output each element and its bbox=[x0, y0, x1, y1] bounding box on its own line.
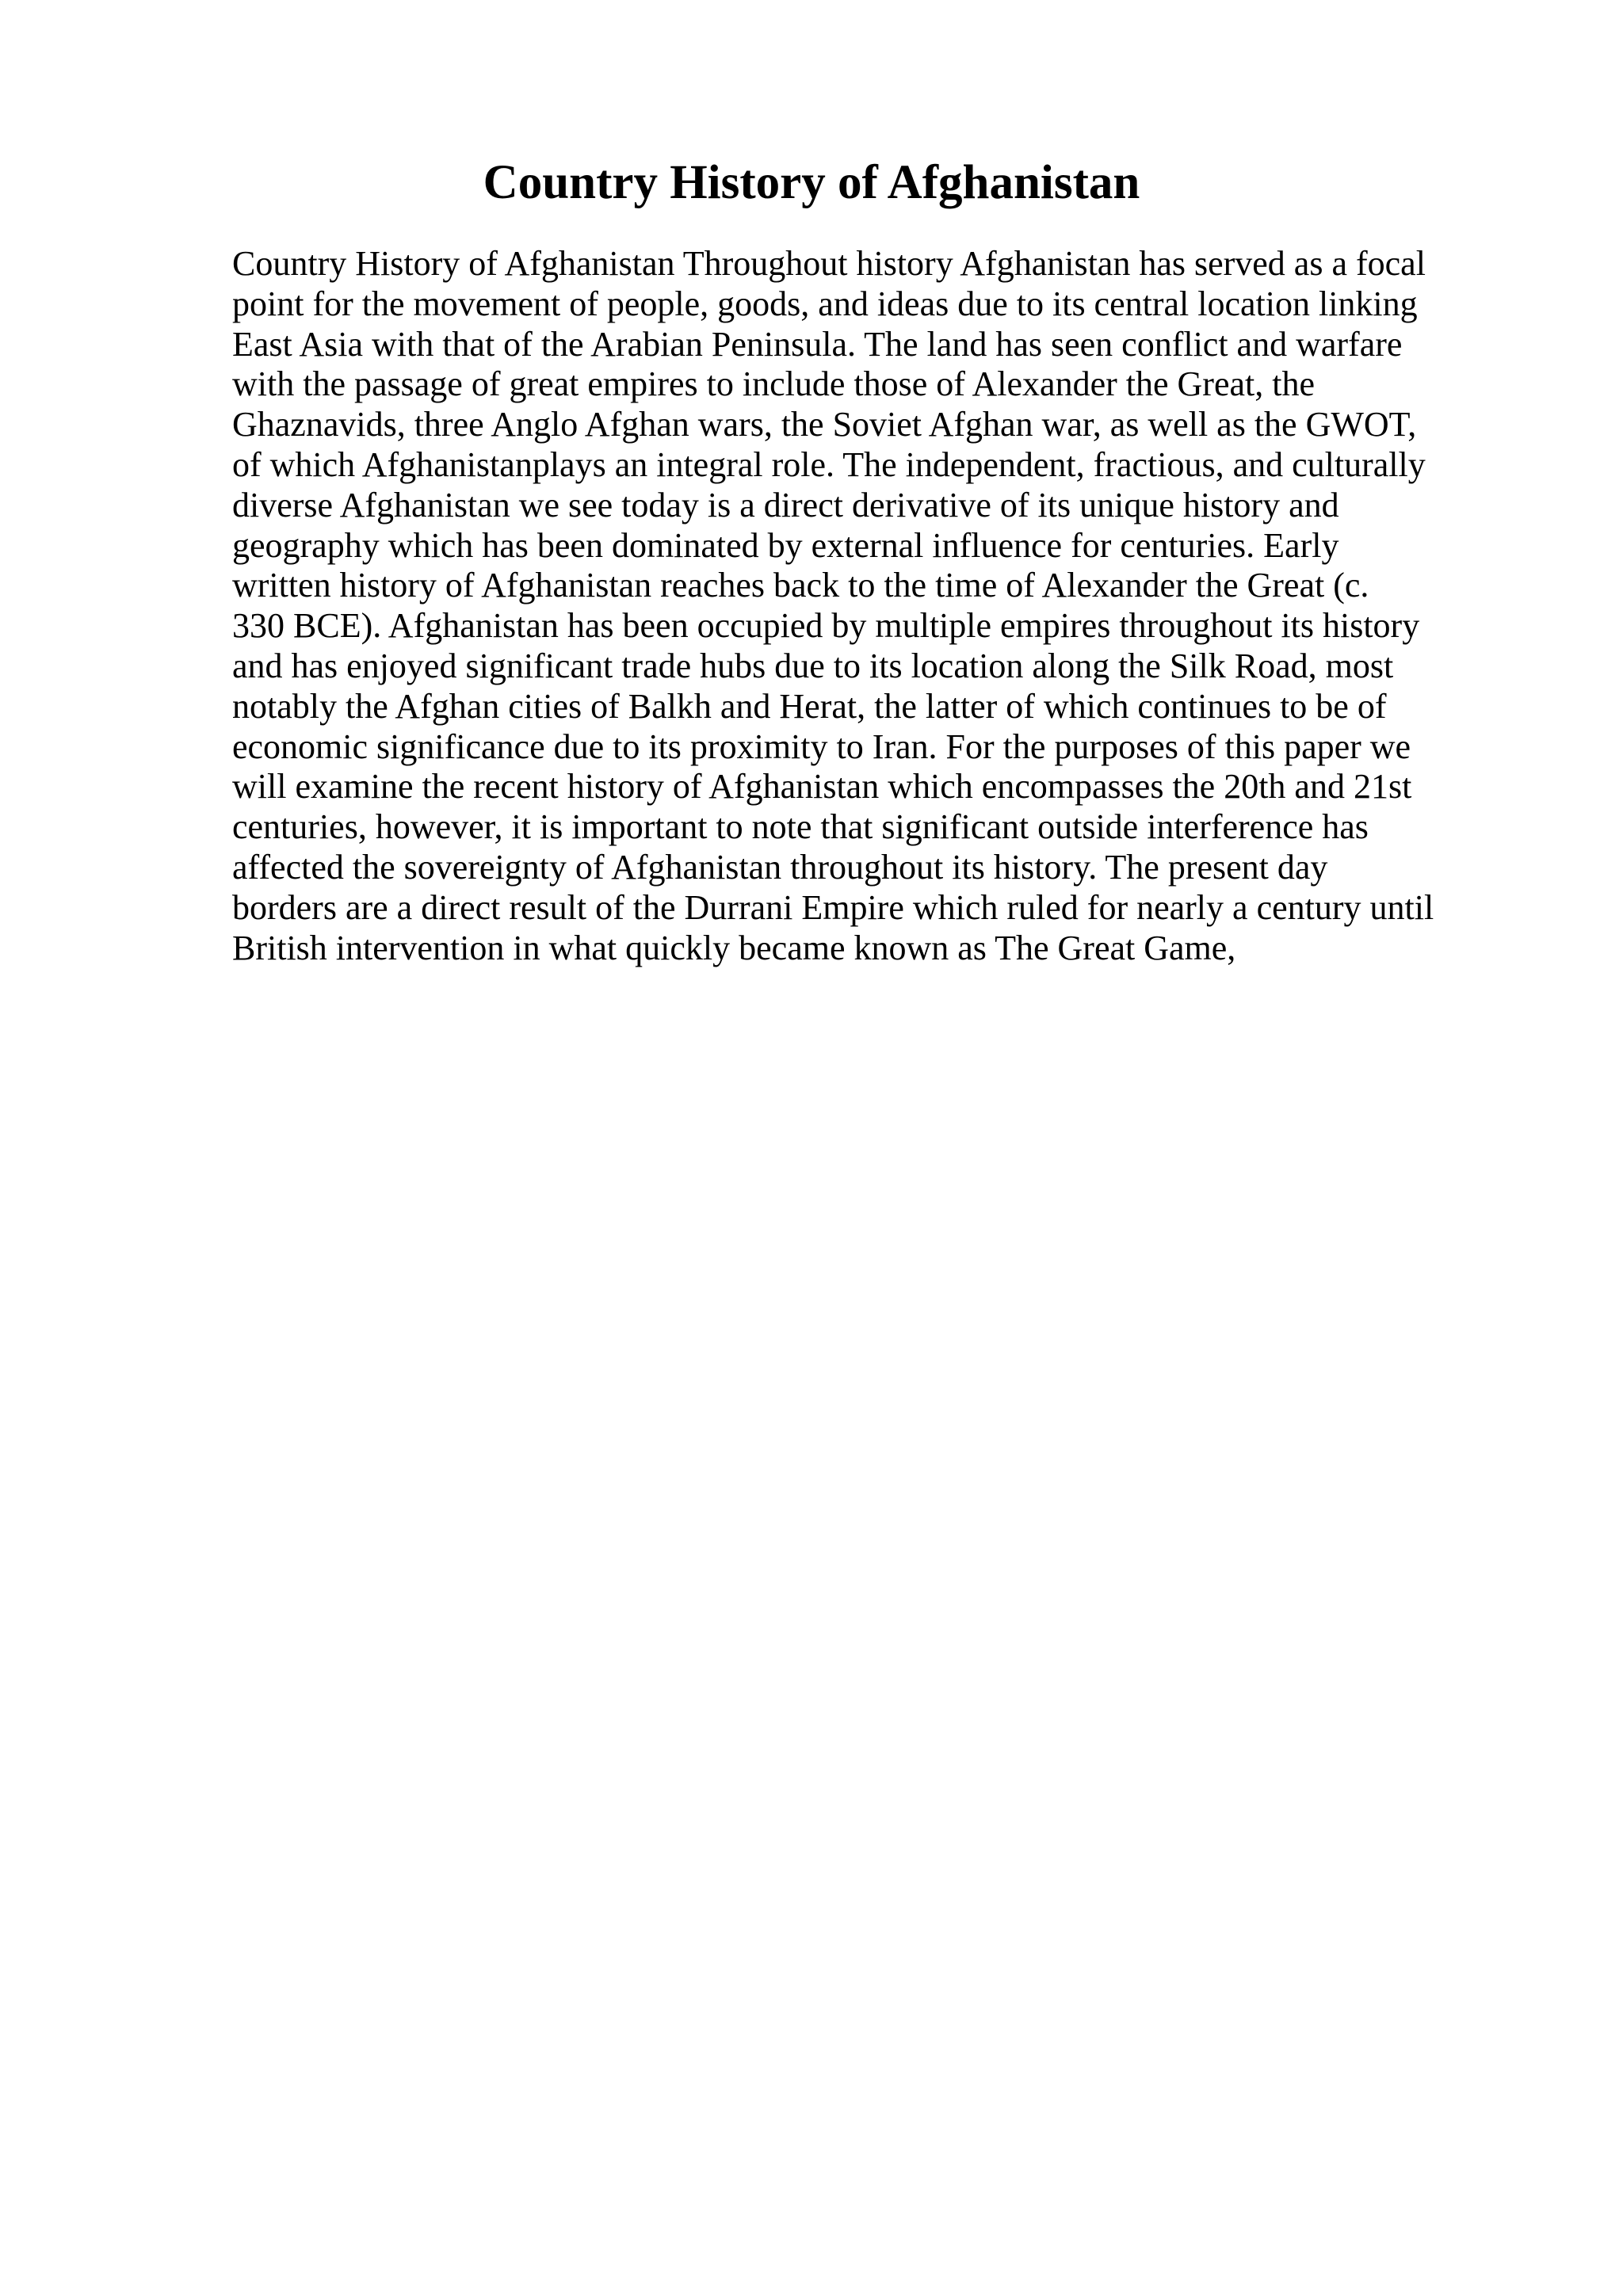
paragraph-line: will examine the recent history of Afghanistan which encompasses the 20th and 21st bbox=[232, 767, 1412, 807]
paragraph-line: 330 BCE). Afghanistan has been occupied by multiple empires throughout its history bbox=[232, 606, 1420, 646]
paragraph-line: East Asia with that of the Arabian Peninsula. The land has seen conflict and warfare bbox=[232, 324, 1403, 364]
paragraph-line: with the passage of great empires to include those of Alexander the Great, the bbox=[232, 364, 1315, 404]
paragraph-line: and has enjoyed significant trade hubs due to its location along the Silk Road, most bbox=[232, 646, 1394, 685]
paragraph-line: geography which has been dominated by external influence for centuries. Early bbox=[232, 525, 1339, 565]
paragraph-line: affected the sovereignty of Afghanistan throughout its history. The present day bbox=[232, 847, 1328, 887]
body-paragraph bbox=[232, 244, 1508, 968]
paragraph-line: written history of Afghanistan reaches back to the time of Alexander the Great (c. bbox=[232, 566, 1369, 605]
paragraph-line: Ghaznavids, three Anglo Afghan wars, the Soviet Afghan war, as well as the GWOT, bbox=[232, 405, 1417, 444]
paragraph-line: economic significance due to its proximity to Iran. For the purposes of this paper we bbox=[232, 727, 1411, 766]
paragraph-line: point for the movement of people, goods, and ideas due to its central location linking bbox=[232, 284, 1418, 323]
paragraph-line: British intervention in what quickly became known as The Great Game, bbox=[232, 928, 1236, 967]
paragraph-line: notably the Afghan cities of Balkh and Herat, the latter of which continues to be of bbox=[232, 686, 1387, 726]
paragraph-line: of which Afghanistanplays an integral role. The independent, fractious, and culturally bbox=[232, 444, 1426, 484]
paragraph-line: Country History of Afghanistan Throughout history Afghanistan has served as a focal bbox=[232, 244, 1426, 283]
paragraph-line: diverse Afghanistan we see today is a direct derivative of its unique history and bbox=[232, 485, 1339, 524]
document-title: Country History of Afghanistan bbox=[483, 156, 1140, 209]
paragraph-line: centuries, however, it is important to note that significant outside interference has bbox=[232, 807, 1369, 847]
paragraph-line: borders are a direct result of the Durrani Empire which ruled for nearly a century until bbox=[232, 887, 1434, 927]
